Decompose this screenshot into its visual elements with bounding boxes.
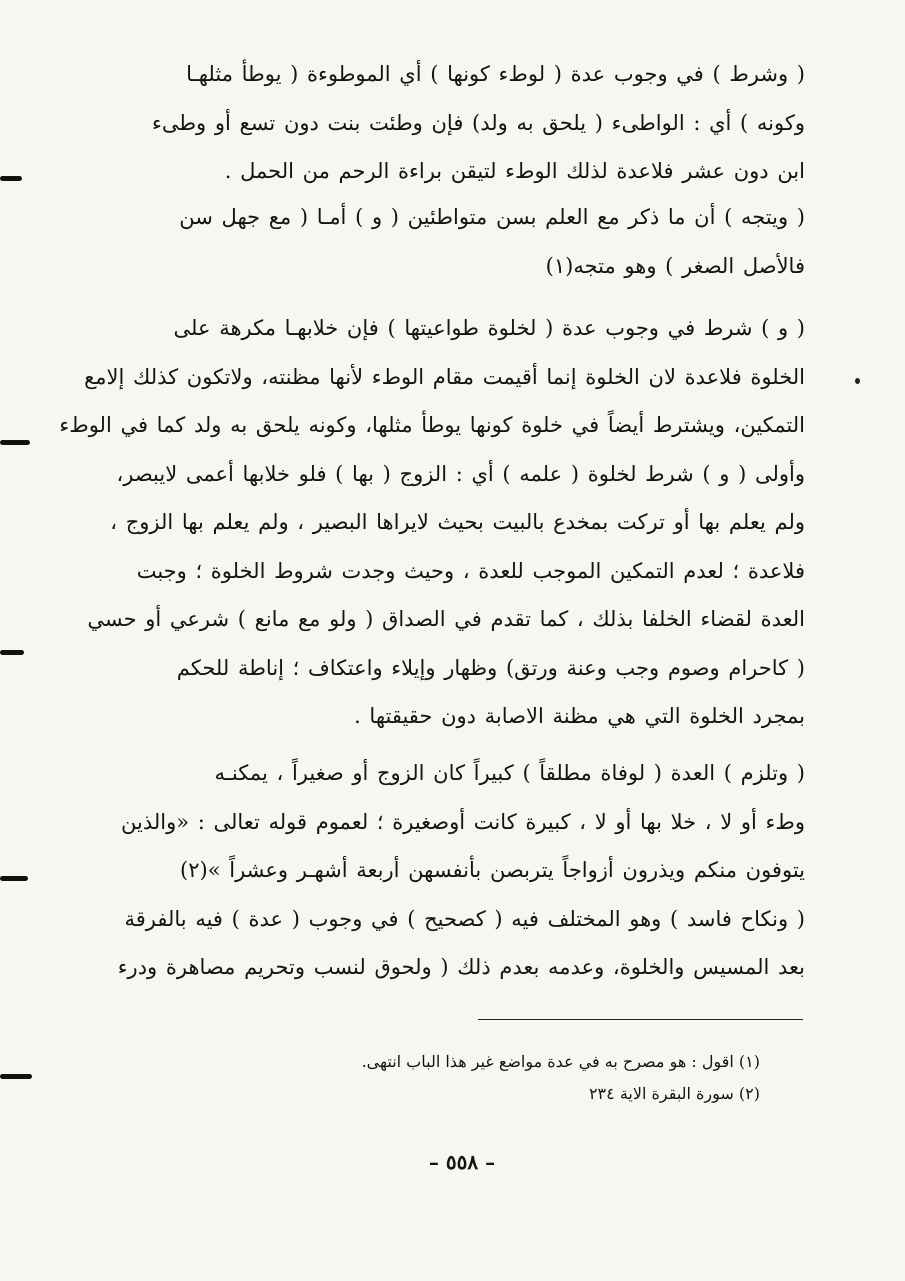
text-line: بعد المسيس والخلوة، وعدمه بعدم ذلك ( ولحوق لنسب وتحريم مصاهرة ودرء [117, 955, 805, 979]
text-line: وطء أو لا ، خلا بها أو لا ، كبيرة كانت أوصغيرة ؛ لعموم قوله تعالى : «والذين [121, 809, 805, 834]
text-line: ( كاحرام وصوم وجب وعنة ورتق) وظهار وإيلاء واعتكاف ؛ إناطة للحكم [176, 655, 805, 680]
text-line: ( ويتجه ) أن ما ذكر مع العلم بسن متواطئين ( و ) أمـا ( مع جهل سن [179, 205, 805, 229]
text-line: بمجرد الخلوة التي هي مظنة الاصابة دون حقيقتها . [354, 704, 805, 728]
text-line: وكونه ) أي : الواطىء ( يلحق به ولد) فإن وطئت بنت دون تسع أو وطىء [151, 110, 805, 135]
text-line: التمكين، ويشترط أيضاً في خلوة كونها يوطأ مثلها، وكونه يلحق به ولد كما في الوطء [59, 413, 805, 437]
text-line: العدة لقضاء الخلفا بذلك ، كما تقدم في الصداق ( ولو مع مانع ) شرعي أو حسي [87, 607, 805, 631]
text-line: ( وتلزم ) العدة ( لوفاة مطلقاً ) كبيراً كان الزوج أو صغيراً ، يمكنـه [214, 761, 805, 785]
text-line: فالأصل الصغر ) وهو متجه(١) [545, 253, 805, 278]
paragraph-1 [135, 50, 805, 196]
scan-margin-dot [855, 378, 860, 384]
text-line: ( وشرط ) في وجوب عدة ( لوطء كونها ) أي الموطوءة ( يوطأ مثلهـا [186, 62, 805, 86]
paragraph-2 [135, 193, 805, 290]
scan-margin-mark [0, 176, 22, 181]
text-line: ( ونكاح فاسد ) وهو المختلف فيه ( كصحيح ) في وجوب ( عدة ) فيه بالفرقة [124, 906, 805, 931]
text-line: ولم يعلم بها أو تركت بمخدع بالبيت بحيث لايراها البصير ، ولم يعلم بها الزوج ، [110, 510, 805, 534]
footnote-divider [478, 1019, 803, 1020]
text-line: ( و ) شرط في وجوب عدة ( لخلوة طواعيتها ) فإن خلابهـا مكرهة على [173, 316, 805, 340]
scan-margin-mark [0, 440, 30, 445]
scan-margin-mark [0, 1074, 32, 1079]
footnote-1: (١) اقول : هو مصرح به في عدة مواضع غير هذا الباب انتهى. [361, 1052, 760, 1071]
footnote-2: (٢) سورة البقرة الاية ٢٣٤ [588, 1084, 760, 1103]
footnotes [300, 1046, 760, 1110]
paragraph-4 [117, 749, 805, 992]
text-line: الخلوة فلاعدة لان الخلوة إنما أقيمت مقام الوطء لأنها مظنته، ولاتكون كذلك إلامع [84, 364, 805, 389]
text-line: فلاعدة ؛ لعدم التمكين الموجب للعدة ، وحيث وجدت شروط الخلوة ؛ وجبت [136, 558, 805, 583]
page-number: – ٥٥٨ – [428, 1150, 496, 1174]
scan-margin-mark [0, 650, 24, 655]
paragraph-3 [59, 304, 805, 741]
scan-margin-mark [0, 876, 28, 881]
text-line: يتوفون منكم ويذرون أزواجاً يتربصن بأنفسهن أربعة أشهـر وعشراً »(٢) [180, 858, 805, 882]
text-line: وأولى ( و ) شرط لخلوة ( علمه ) أي : الزوج ( بها ) فلو خلابها أعمى لايبصر، [116, 461, 805, 486]
text-line: ابن دون عشر فلاعدة لذلك الوطء لتيقن براءة الرحم من الحمل . [224, 159, 805, 183]
